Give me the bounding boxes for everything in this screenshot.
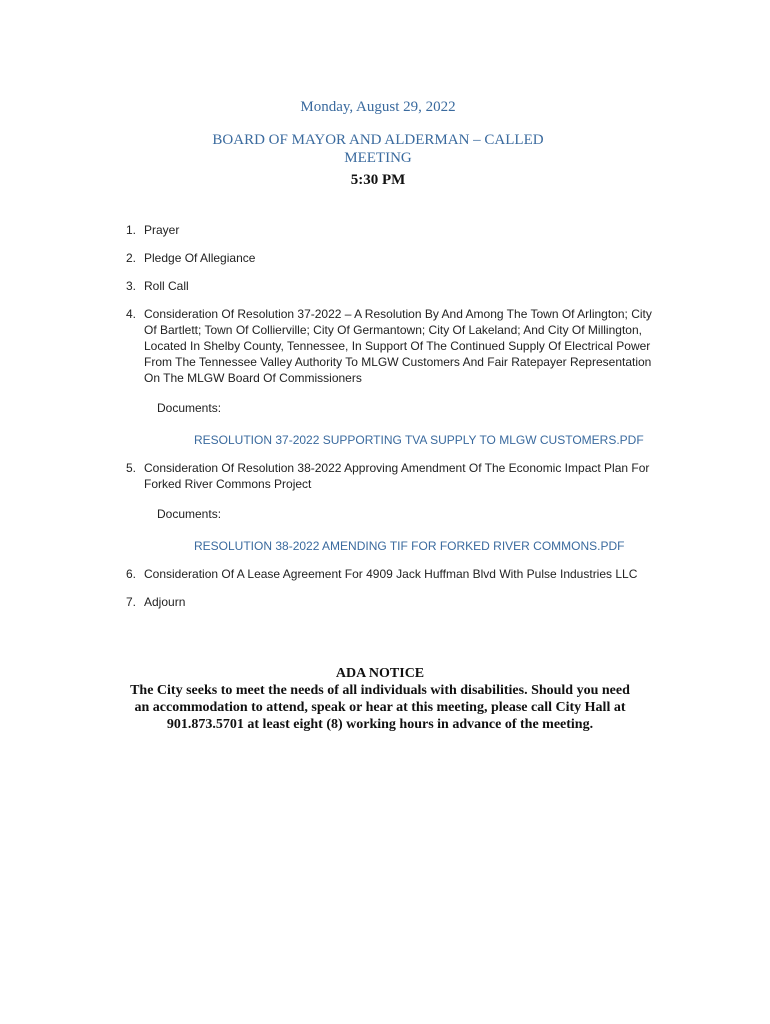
item-text: Consideration Of Resolution 38-2022 Approving Amendment Of The Economic Impact Plan For Forked River Commons Project <box>144 461 650 491</box>
meeting-time: 5:30 PM <box>350 172 406 188</box>
item-number: 1. <box>126 223 137 237</box>
meeting-header <box>170 97 586 189</box>
ada-notice-title: ADA NOTICE <box>335 666 425 681</box>
meeting-title: BOARD OF MAYOR AND ALDERMAN – CALLED MEETING <box>212 132 544 166</box>
agenda-item-resolution-37 <box>124 306 654 448</box>
item-text: Adjourn <box>144 595 186 609</box>
agenda-item-resolution-38 <box>124 460 654 554</box>
item-number: 4. <box>126 307 137 321</box>
agenda-list <box>124 222 654 622</box>
item-number: 5. <box>126 461 137 475</box>
ada-notice-body: The City seeks to meet the needs of all individuals with disabilities. Should you need an accommodation to attend, speak or hear at this meeting, please call City Hall at 901.873.5701 at least eight (8) working hours in advance of the meeting. <box>130 683 630 732</box>
item-number: 7. <box>126 595 137 609</box>
resolution-37-pdf-link[interactable]: RESOLUTION 37-2022 SUPPORTING TVA SUPPLY TO MLGW CUSTOMERS.PDF <box>194 433 644 447</box>
item-text: Consideration Of Resolution 37-2022 – A Resolution By And Among The Town Of Arlington; City Of Bartlett; Town Of Collierville; City Of Germantown; City Of Lakeland; And City Of Millington, Located In Shelby County, Tennessee, In Support Of The Continued Supply Of Electrical Power From The Tennessee Valley Authority To MLGW Customers And Fair Ratepayer Representation On The MLGW Board Of Commissioners <box>144 307 652 385</box>
agenda-item-pledge <box>124 250 654 266</box>
resolution-38-pdf-link[interactable]: RESOLUTION 38-2022 AMENDING TIF FOR FORKED RIVER COMMONS.PDF <box>194 539 625 553</box>
item-number: 6. <box>126 567 137 581</box>
ada-notice <box>125 665 635 733</box>
meeting-date: Monday, August 29, 2022 <box>300 99 456 115</box>
documents-label: Documents: <box>157 507 222 521</box>
agenda-item-prayer <box>124 222 654 238</box>
item-text: Consideration Of A Lease Agreement For 4909 Jack Huffman Blvd With Pulse Industries LLC <box>144 567 638 581</box>
item-number: 2. <box>126 251 137 265</box>
agenda-item-roll-call <box>124 278 654 294</box>
agenda-item-lease-agreement <box>124 566 654 582</box>
item-number: 3. <box>126 279 137 293</box>
item-text: Roll Call <box>144 279 189 293</box>
item-text: Pledge Of Allegiance <box>144 251 256 265</box>
item-text: Prayer <box>144 223 180 237</box>
documents-label: Documents: <box>157 401 222 415</box>
agenda-item-adjourn <box>124 594 654 610</box>
